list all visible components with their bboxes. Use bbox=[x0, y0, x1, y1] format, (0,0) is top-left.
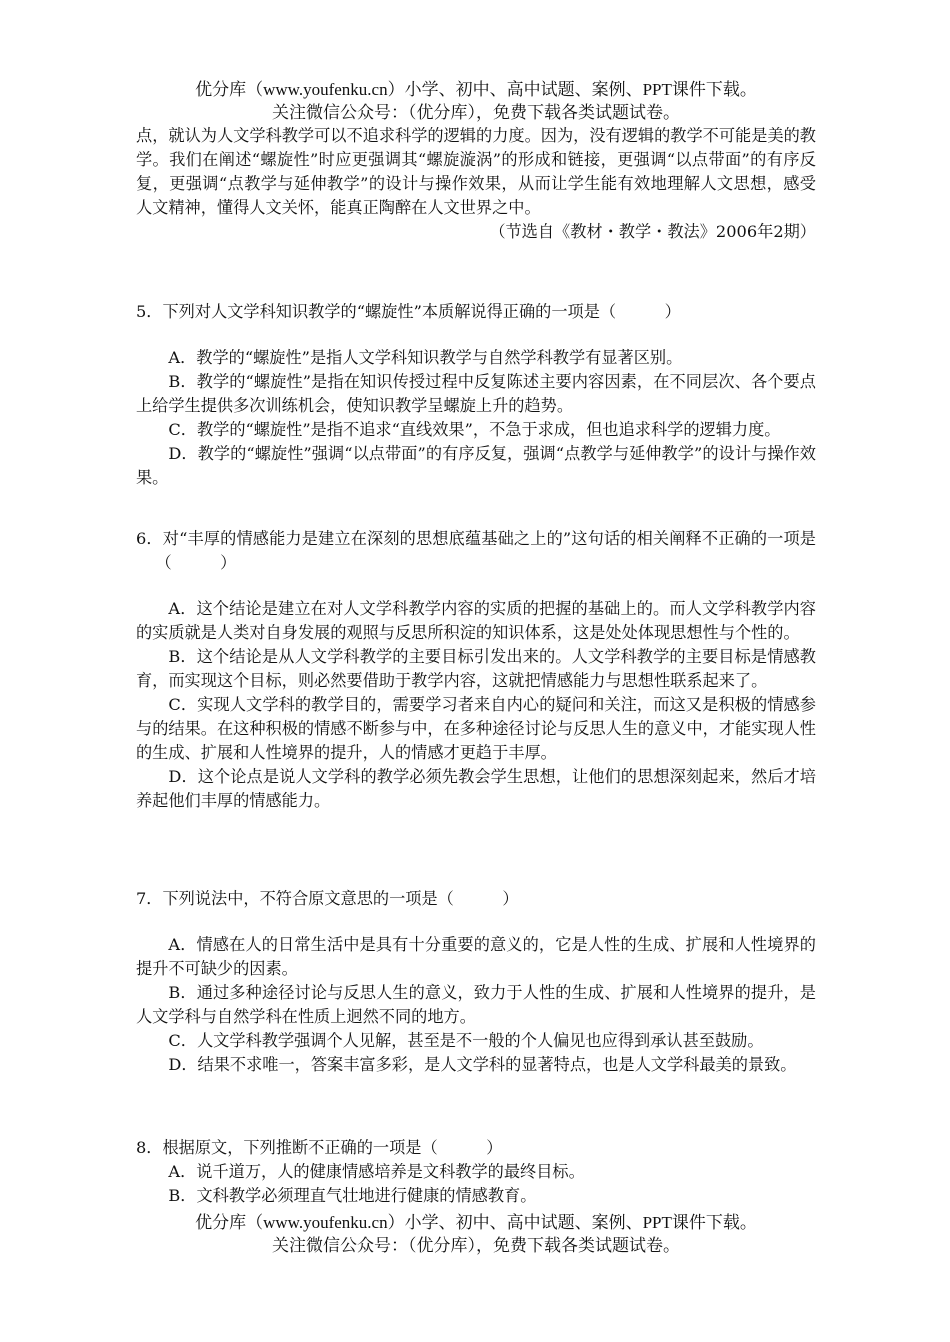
option-b: B．通过多种途径讨论与反思人生的意义，致力于人性的生成、扩展和人性境界的提升，是人文学科与自然学科在性质上迥然不同的地方。 bbox=[136, 983, 816, 1026]
passage bbox=[136, 124, 816, 244]
option-c: C．实现人文学科的教学目的，需要学习者来自内心的疑问和关注，而这又是积极的情感参与的结果。在这种积极的情感不断参与中，在多种途径讨论与反思人生的意义中，才能实现人性的生成、扩展和人性境界的提升，人的情感才更趋于丰厚。 bbox=[136, 695, 816, 762]
option-a: A．教学的“螺旋性”是指人文学科知识教学与自然学科教学有显著区别。 bbox=[168, 348, 683, 367]
option-d: D．这个论点是说人文学科的教学必须先教会学生思想，让他们的思想深刻起来，然后才培养起他们丰厚的情感能力。 bbox=[136, 767, 816, 810]
option-c: C．人文学科教学强调个人见解，甚至是不一般的个人偏见也应得到承认甚至鼓励。 bbox=[168, 1031, 764, 1050]
option-d: D．结果不求唯一，答案丰富多彩，是人文学科的显著特点，也是人文学科最美的景致。 bbox=[168, 1055, 797, 1074]
option-b: B．文科教学必须理直气壮地进行健康的情感教育。 bbox=[168, 1186, 537, 1205]
header-line-1: 优分库（www.youfenku.cn）小学、初中、高中试题、案例、PPT课件下载。 bbox=[195, 80, 757, 99]
option-c: C．教学的“螺旋性”是指不追求“直线效果”，不急于求成，但也追求科学的逻辑力度。 bbox=[168, 420, 781, 439]
option-a: A．说千道万，人的健康情感培养是文科教学的最终目标。 bbox=[168, 1162, 585, 1181]
question-stem: 5．下列对人文学科知识教学的“螺旋性”本质解说得正确的一项是（ ） bbox=[136, 302, 681, 321]
option-b: B．这个结论是从人文学科教学的主要目标引发出来的。人文学科教学的主要目标是情感教育，而实现这个目标，则必然要借助于教学内容，这就把情感能力与思想性联系起来了。 bbox=[136, 647, 816, 690]
question-8 bbox=[136, 1136, 816, 1208]
footer-line-1: 优分库（www.youfenku.cn）小学、初中、高中试题、案例、PPT课件下载。 bbox=[195, 1213, 757, 1232]
header-line-2: 关注微信公众号：（优分库），免费下载各类试题试卷。 bbox=[272, 103, 680, 122]
question-5 bbox=[136, 300, 816, 490]
option-a: A．情感在人的日常生活中是具有十分重要的意义的，它是人性的生成、扩展和人性境界的提升不可缺少的因素。 bbox=[136, 935, 816, 978]
passage-text: 点，就认为人文学科教学可以不追求科学的逻辑的力度。因为，没有逻辑的教学不可能是美的教学。我们在阐述“螺旋性”时应更强调其“螺旋漩涡”的形成和链接，更强调“以点带面”的有序反复，更强调“点教学与延伸教学”的设计与操作效果，从而让学生能有效地理解人文思想，感受人文精神，懂得人文关怀，能真正陶醉在人文世界之中。 bbox=[136, 126, 816, 217]
question-stem: 7．下列说法中，不符合原文意思的一项是（ ） bbox=[136, 889, 519, 908]
question-stem: 8．根据原文，下列推断不正确的一项是（ ） bbox=[136, 1138, 503, 1157]
footer-line-2: 关注微信公众号：（优分库），免费下载各类试题试卷。 bbox=[272, 1236, 680, 1255]
watermark-header-top bbox=[136, 78, 816, 124]
question-7 bbox=[136, 887, 816, 1077]
question-6 bbox=[136, 527, 816, 813]
option-a: A．这个结论是建立在对人文学科教学内容的实质的把握的基础上的。而人文学科教学内容的实质就是人类对自身发展的观照与反思所积淀的知识体系，这是处处体现思想性与个性的。 bbox=[136, 599, 816, 642]
watermark-header-bottom bbox=[136, 1211, 816, 1257]
question-stem: 6．对“丰厚的情感能力是建立在深刻的思想底蕴基础之上的”这句话的相关阐释不正确的一项是（ ） bbox=[136, 529, 816, 572]
passage-source: （节选自《教材・教学・教法》2006年2期） bbox=[489, 222, 816, 241]
option-d: D．教学的“螺旋性”强调“以点带面”的有序反复，强调“点教学与延伸教学”的设计与操作效果。 bbox=[136, 444, 816, 487]
option-b: B．教学的“螺旋性”是指在知识传授过程中反复陈述主要内容因素，在不同层次、各个要点上给学生提供多次训练机会，使知识教学呈螺旋上升的趋势。 bbox=[136, 372, 816, 415]
